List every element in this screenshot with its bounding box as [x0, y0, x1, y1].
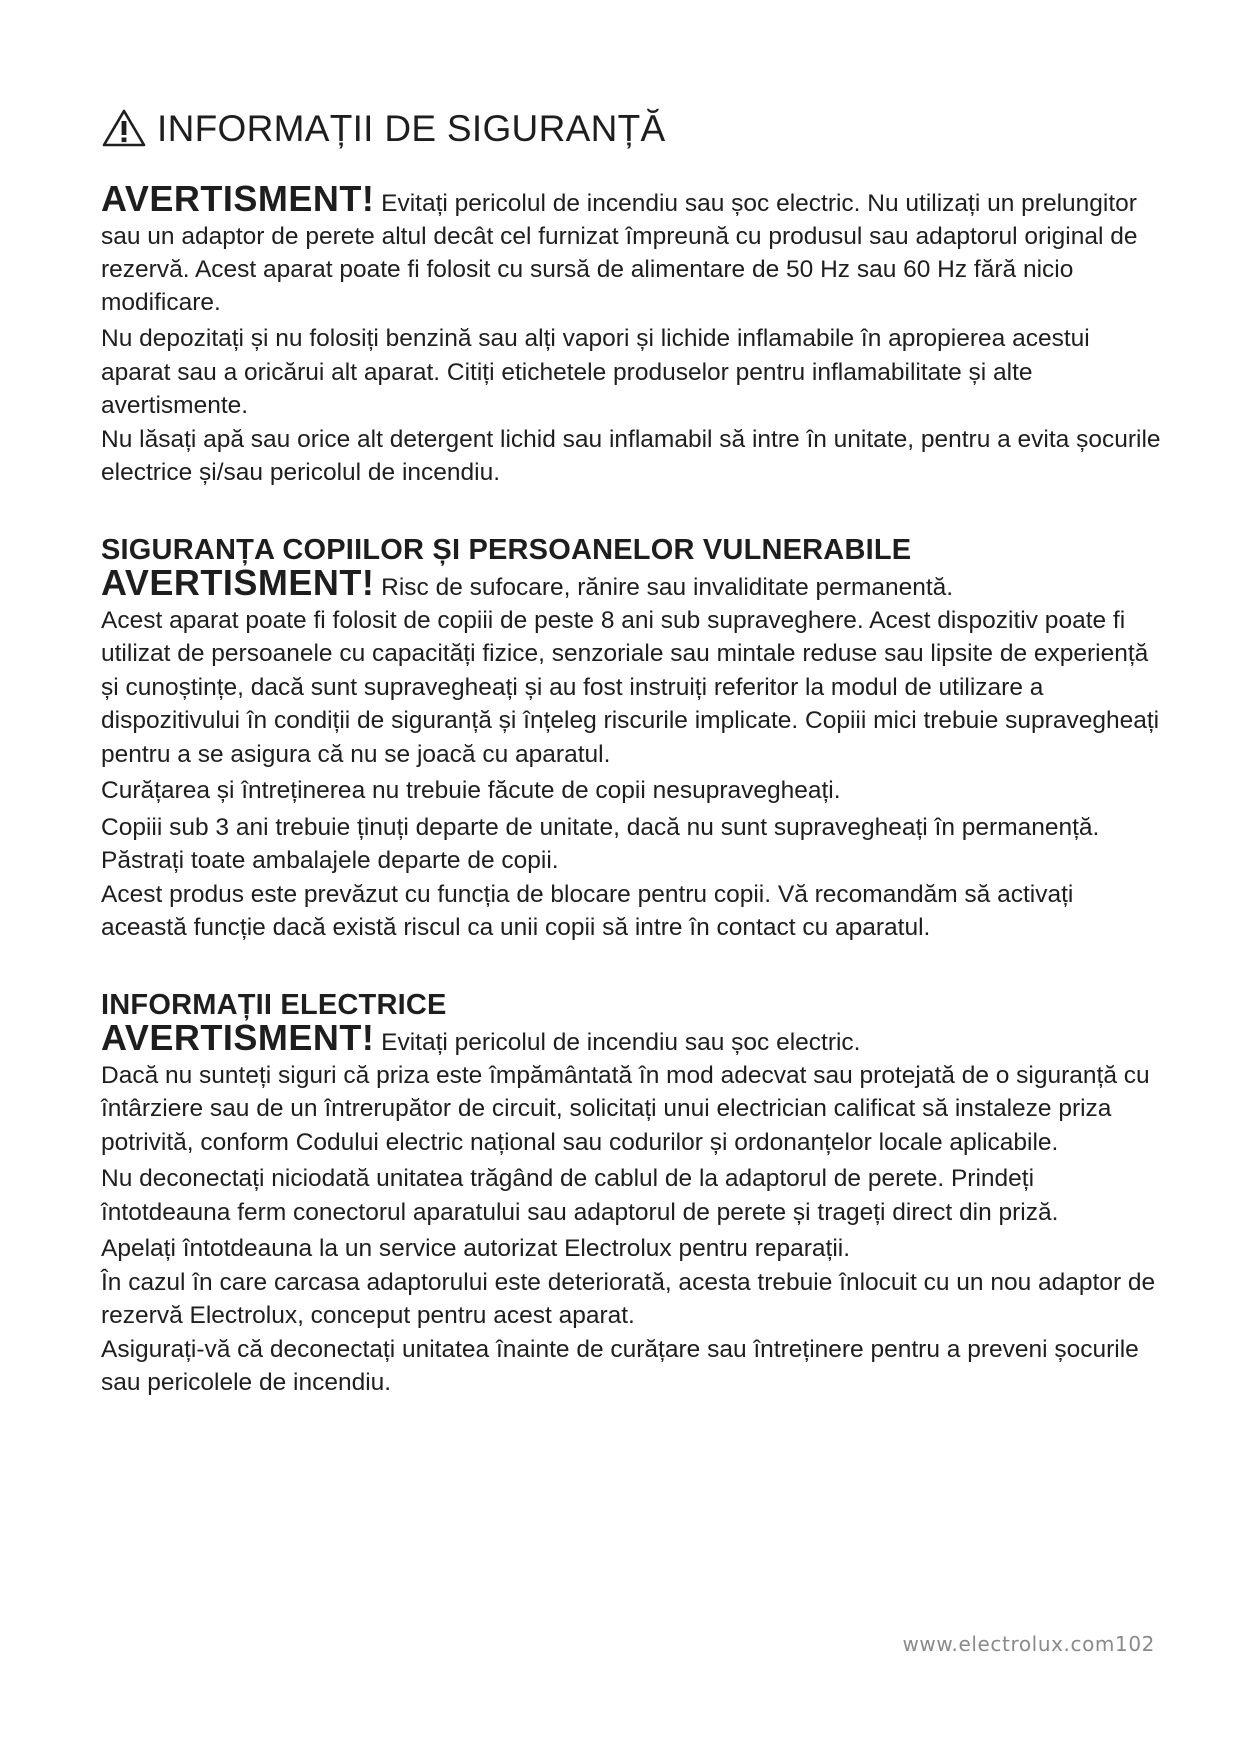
warning-text: Evitați pericolul de incendiu sau șoc electric. Nu utilizați un prelungitor sau un adaptor de perete altul decât cel furnizat împreună cu produsul sau adaptorul original de rezervă. Acest aparat poate fi folosit cu sursă de alimentare de 50 Hz sau 60 Hz fără nicio modificare.: [101, 190, 1138, 316]
paragraph: Acest produs este prevăzut cu funcția de blocare pentru copii. Vă recomandăm să activați această funcție dacă există riscul ca unii copii să intre în contact cu aparatul.: [101, 880, 1074, 941]
paragraph: Nu lăsați apă sau orice alt detergent lichid sau inflamabil să intre în unitate, pentru a evita șocurile electrice și/sau pericolul de incendiu.: [101, 425, 1161, 486]
page-header: [101, 108, 665, 148]
section-heading: SIGURANȚA COPIILOR ȘI PERSOANELOR VULNERABILE: [101, 533, 912, 566]
paragraph: Asigurați-vă că deconectați unitatea înainte de curățare sau întreținere pentru a preveni șocurile sau pericolele de incendiu.: [101, 1335, 1139, 1396]
footer-website[interactable]: www.electrolux.com: [902, 1632, 1116, 1656]
paragraph: Nu depozitați și nu folosiți benzină sau alți vapori și lichide inflamabile în apropierea acestui aparat sau a oricărui alt aparat. Citiți etichetele produselor pentru inflamabilitate și alte avertismente.: [101, 325, 1090, 419]
paragraph: În cazul în care carcasa adaptorului este deteriorată, acesta trebuie înlocuit cu un nou adaptor de rezervă Electrolux, conceput pentru acest aparat.: [101, 1268, 1156, 1329]
paragraph: Dacă nu sunteți siguri că priza este împământată în mod adecvat sau protejată de o siguranță cu întârziere sau de un întrerupător de circuit, solicitați unui electrician calificat să instaleze priza potrivită, conform Codului electric național sau codurilor și ordonanțelor locale aplicabile.: [101, 1061, 1150, 1156]
warning-label: AVERTISMENT!: [101, 178, 375, 219]
section-electrical-info: [101, 989, 1161, 1400]
page-footer: [902, 1632, 1155, 1656]
warning-text: Risc de sufocare, rănire sau invaliditate permanentă.: [374, 573, 954, 601]
page-title: INFORMAȚII DE SIGURANȚĂ: [157, 107, 666, 149]
warning-label: AVERTISMENT!: [101, 1016, 375, 1058]
section-general-warning: [101, 178, 1161, 490]
warning-label: AVERTISMENT!: [101, 561, 375, 603]
warning-paragraph: [101, 178, 1161, 319]
paragraph: Apelați întotdeauna la un service autorizat Electrolux pentru reparații.: [101, 1235, 851, 1262]
paragraph: Nu deconectați niciodată unitatea trăgând de cablul de la adaptorul de perete. Prindeți întotdeauna ferm conectorul aparatului sau adaptorul de perete și trageți direct din priză.: [101, 1165, 1059, 1226]
section-heading: INFORMAȚII ELECTRICE: [101, 988, 447, 1021]
document-body: [101, 178, 1161, 1400]
paragraph: Păstrați toate ambalajele departe de copii.: [101, 847, 559, 874]
paragraph: Curățarea și întreținerea nu trebuie făcute de copii nesupravegheați.: [101, 777, 841, 804]
page-number: 102: [1115, 1632, 1155, 1656]
warning-text: Evitați pericolul de incendiu sau șoc electric.: [374, 1028, 861, 1056]
warning-paragraph: [101, 561, 1161, 604]
warning-paragraph: [101, 1016, 1161, 1059]
paragraph: Acest aparat poate fi folosit de copiii de peste 8 ani sub supraveghere. Acest dispozitiv poate fi utilizat de persoanele cu capacități fizice, senzoriale sau mintale reduse sau lipsite de experiență și cunoștințe, dacă sunt supravegheați și au fost instruiți referitor la modul de utilizare a dispozitivului în condiții de siguranță și înțeleg riscurile implicate. Copiii mici trebuie supravegheați pentru a se asigura că nu se joacă cu aparatul.: [101, 606, 1160, 768]
paragraph: Copiii sub 3 ani trebuie ținuți departe de unitate, dacă nu sunt supravegheați în permanență.: [101, 813, 1100, 841]
section-children-safety: [101, 534, 1161, 945]
warning-triangle-icon: [101, 108, 147, 148]
